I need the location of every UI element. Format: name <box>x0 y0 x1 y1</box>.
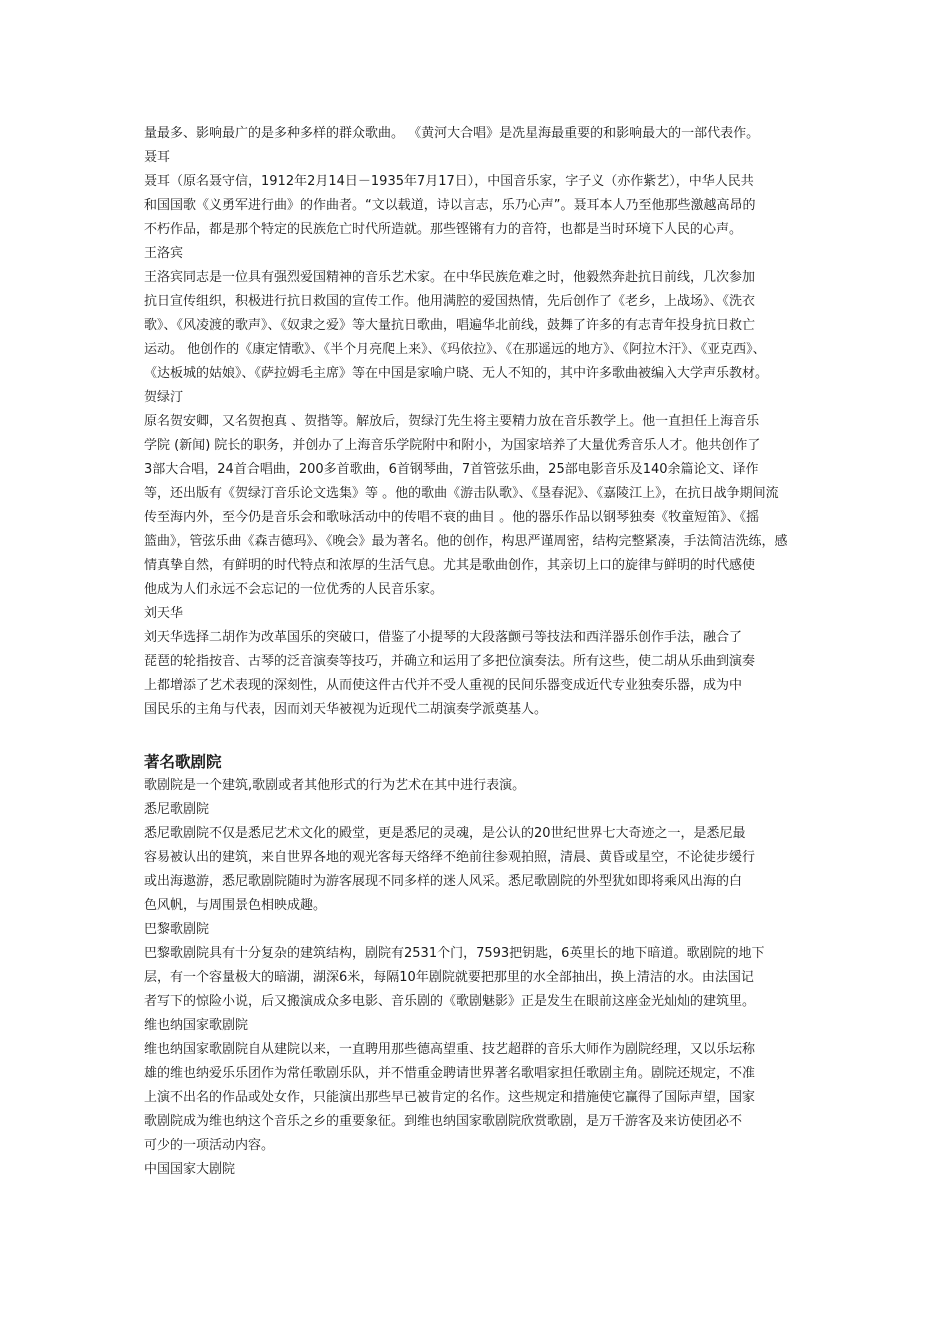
text-line: 巴黎歌剧院 <box>144 922 210 937</box>
text-line: 原名贺安卿，又名贺抱真 、贺揩等。解放后，贺绿汀先生将主要精力放在音乐教学上。他一直担任上海音乐 <box>144 414 760 429</box>
text-line: 刘天华选择二胡作为改革国乐的突破口，借鉴了小提琴的大段落颤弓等技法和西洋器乐创作手法，融合了 <box>144 630 743 645</box>
text-line: 巴黎歌剧院具有十分复杂的建筑结构，剧院有2531个门，7593把钥匙，6英里长的地下暗道。歌剧院的地下 <box>144 946 765 961</box>
text-line: 悉尼歌剧院不仅是悉尼艺术文化的殿堂，更是悉尼的灵魂，是公认的20世纪世界七大奇迹之一，是悉尼最 <box>144 826 746 841</box>
subheading <box>144 386 808 410</box>
text-line: 王洛宾同志是一位具有强烈爱国精神的音乐艺术家。在中华民族危难之时，他毅然奔赴抗日前线，几次参加 <box>144 270 756 285</box>
subheading <box>144 918 808 942</box>
text-line: 学院 (新闻) 院长的职务，并创办了上海音乐学院附中和附小，为国家培养了大量优秀音乐人才。他共创作了 <box>144 438 761 453</box>
text-line: 雄的维也纳爱乐乐团作为常任歌剧乐队，并不惜重金聘请世界著名歌唱家担任歌剧主角。剧院还规定，不准 <box>144 1066 756 1081</box>
paragraph <box>144 170 808 242</box>
opera-houses-section <box>144 774 808 1182</box>
text-line: 琵琶的轮指按音、古琴的泛音演奏等技巧，并确立和运用了多把位演奏法。所有这些，使二胡从乐曲到演奏 <box>144 654 756 669</box>
text-line: 维也纳国家歌剧院自从建院以来，一直聘用那些德高望重、技艺超群的音乐大师作为剧院经理，又以乐坛称 <box>144 1042 756 1057</box>
text-line: 聂耳 <box>144 150 171 165</box>
text-line: 王洛宾 <box>144 246 184 261</box>
musicians-section <box>144 122 808 722</box>
text-line: 歌》、《风凌渡的歌声》、《奴隶之爱》等大量抗日歌曲，唱遍华北前线，鼓舞了许多的有志青年投身抗日救亡 <box>144 318 756 333</box>
text-line: 国民乐的主角与代表，因而刘天华被视为近现代二胡演奏学派奠基人。 <box>144 702 548 717</box>
text-line: 容易被认出的建筑，来自世界各地的观光客每天络绎不绝前往参观拍照，清晨、黄昏或星空，不论徒步缓行 <box>144 850 756 865</box>
text-line: 贺绿汀 <box>144 390 184 405</box>
paragraph <box>144 822 808 918</box>
subheading <box>144 798 808 822</box>
subheading <box>144 146 808 170</box>
text-line: 层，有一个容量极大的暗湖，湖深6米，每隔10年剧院就要把那里的水全部抽出，换上清洁的水。由法国记 <box>144 970 754 985</box>
text-line: 情真挚自然，有鲜明的时代特点和浓厚的生活气息。尤其是歌曲创作，其亲切上口的旋律与鲜明的时代感使 <box>144 558 756 573</box>
text-line: 3部大合唱，24首合唱曲，200多首歌曲，6首钢琴曲，7首管弦乐曲，25部电影音乐及140余篇论文、译作 <box>144 462 759 477</box>
subheading <box>144 602 808 626</box>
text-line: 上都增添了艺术表现的深刻性，从而使这件古代并不受人重视的民间乐器变成近代专业独奏乐器，成为中 <box>144 678 743 693</box>
text-line: 中国国家大剧院 <box>144 1162 236 1177</box>
text-line: 篮曲》，管弦乐曲《森吉德玛》、《晚会》最为著名。他的创作，构思严谨周密，结构完整紧凑，手法简洁洗练，感 <box>144 534 788 549</box>
text-line: 运动。 他创作的《康定情歌》、《半个月亮爬上来》、《玛依拉》、《在那遥远的地方》、《阿拉木汗》、《亚克西》、 <box>144 342 766 357</box>
document-page <box>144 122 808 1182</box>
text-line: 或出海遨游，悉尼歌剧院随时为游客展现不同多样的迷人风采。悉尼歌剧院的外型犹如即将乘风出海的白 <box>144 874 743 889</box>
text-line: 上演不出名的作品或处女作，只能演出那些早已被肯定的名作。这些规定和措施使它赢得了国际声望，国家 <box>144 1090 756 1105</box>
text-line: 不朽作品，都是那个特定的民族危亡时代所造就。那些铿锵有力的音符，也都是当时环境下人民的心声。 <box>144 222 743 237</box>
paragraph <box>144 626 808 722</box>
subheading <box>144 1014 808 1038</box>
text-line: 悉尼歌剧院 <box>144 802 210 817</box>
text-line: 歌剧院是一个建筑,歌剧或者其他形式的行为艺术在其中进行表演。 <box>144 778 526 793</box>
paragraph <box>144 774 808 798</box>
paragraph <box>144 266 808 386</box>
text-line: 维也纳国家歌剧院 <box>144 1018 249 1033</box>
paragraph <box>144 942 808 1014</box>
paragraph <box>144 122 808 146</box>
text-line: 量最多、影响最广的是多种多样的群众歌曲。 《黄河大合唱》是冼星海最重要的和影响最大的一部代表作。 <box>144 126 760 141</box>
text-line: 色风帆，与周围景色相映成趣。 <box>144 898 327 913</box>
text-line: 《达板城的姑娘》、《萨拉姆毛主席》等在中国是家喻户晓、无人不知的，其中许多歌曲被编入大学声乐教材。 <box>144 366 769 381</box>
paragraph <box>144 410 808 602</box>
subheading <box>144 242 808 266</box>
text-line: 聂耳（原名聂守信，1912年2月14日－1935年7月17日），中国音乐家，字子义（亦作紫艺），中华人民共 <box>144 174 754 189</box>
text-line: 者写下的惊险小说，后又搬演成众多电影、音乐剧的《歌剧魅影》正是发生在眼前这座金光灿灿的建筑里。 <box>144 994 756 1009</box>
section-heading: 著名歌剧院 <box>144 753 222 771</box>
text-line: 可少的一项活动内容。 <box>144 1138 275 1153</box>
text-line: 和国国歌《义勇军进行曲》的作曲者。“文以载道，诗以言志，乐乃心声”。聂耳本人乃至他那些激越高昂的 <box>144 198 756 213</box>
text-line: 歌剧院成为维也纳这个音乐之乡的重要象征。到维也纳国家歌剧院欣赏歌剧，是万千游客及来访使团必不 <box>144 1114 743 1129</box>
text-line: 抗日宣传组织，积极进行抗日救国的宣传工作。他用满腔的爱国热情，先后创作了《老乡，上战场》、《洗衣 <box>144 294 756 309</box>
text-line: 他成为人们永远不会忘记的一位优秀的人民音乐家。 <box>144 582 444 597</box>
text-line: 刘天华 <box>144 606 184 621</box>
paragraph <box>144 1038 808 1158</box>
text-line: 传至海内外，至今仍是音乐会和歌咏活动中的传唱不衰的曲目 。他的器乐作品以钢琴独奏《牧童短笛》、《摇 <box>144 510 760 525</box>
subheading <box>144 1158 808 1182</box>
text-line: 等，还出版有《贺绿汀音乐论文选集》等 。他的歌曲《游击队歌》、《垦春泥》、《嘉陵江上》，在抗日战争期间流 <box>144 486 779 501</box>
